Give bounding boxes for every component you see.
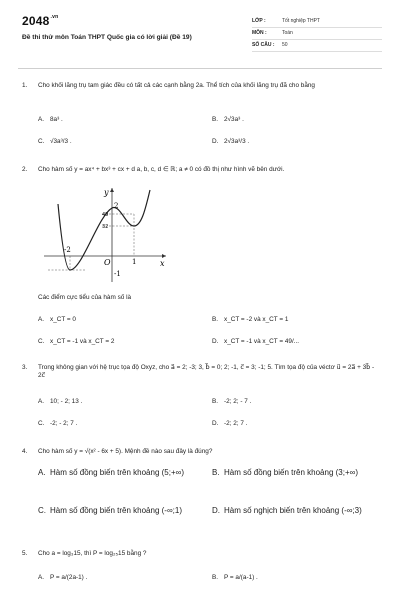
option-d[interactable]: D. Hàm số nghịch biến trên khoảng (-∞;3) — [212, 506, 362, 515]
option-a[interactable]: A. P = a/(2a-1) . — [38, 574, 88, 581]
question-2-prompt: Các điểm cực tiểu của hàm số là — [38, 294, 132, 301]
q2-option-d[interactable]: D. x_CT = -1 và x_CT = 49/... — [212, 338, 300, 345]
option-c[interactable]: C. Hàm số đồng biến trên khoảng (-∞;1) — [38, 506, 182, 515]
option-b[interactable]: B. P = a/(a-1) . — [212, 574, 258, 581]
svg-text:-2: -2 — [64, 246, 71, 254]
option-d[interactable]: D. -2; 2; 7 . — [212, 420, 248, 427]
option-a[interactable]: A. 8a³ . — [38, 116, 63, 123]
meta-row-class: LỚP : Tốt nghiệp THPT — [252, 16, 382, 28]
option-d[interactable]: D. 2√3a³/3 . — [212, 138, 250, 145]
question-text: Cho khối lăng trụ tam giác đều có tất cả các cạnh bằng 2a. Thể tích của khối lăng trụ đã cho bằng — [38, 82, 315, 89]
function-graph — [40, 186, 170, 286]
svg-text:32: 32 — [102, 224, 109, 230]
exam-meta — [252, 16, 382, 52]
svg-text:y: y — [104, 188, 109, 197]
question-text: Cho hàm số y = √(x² - 6x + 5). Mệnh đề nào sau đây là đúng? — [38, 448, 213, 455]
header-divider — [18, 68, 382, 69]
question-number: 1. — [22, 82, 28, 89]
question-text: Cho a = log₃15, thì P = log₂₅15 bằng ? — [38, 550, 147, 557]
svg-text:1: 1 — [132, 258, 137, 266]
option-b[interactable]: B. 2√3a³ . — [212, 116, 244, 123]
q2-option-a[interactable]: A. x_CT = 0 — [38, 316, 76, 323]
site-logo[interactable]: $2048^{.vn}$ — [22, 14, 59, 28]
option-a[interactable]: A. Hàm số đồng biến trên khoảng (5;+∞) — [38, 468, 185, 477]
svg-text:49: 49 — [102, 212, 109, 218]
question-text: Cho hàm số y = ax⁴ + bx³ + cx + d a, b, c, d ∈ ℝ; a ≠ 0 có đồ thị như hình vẽ bên dưới. — [38, 166, 285, 173]
q2-option-c[interactable]: C. x_CT = -1 và x_CT = 2 — [38, 338, 115, 345]
document-header — [22, 14, 382, 56]
meta-row-subject: MÔN : Toán — [252, 28, 382, 40]
svg-text:2: 2 — [114, 202, 119, 210]
option-c[interactable]: C. √3a³/3 . — [38, 138, 72, 145]
q2-option-b[interactable]: B. x_CT = -2 và x_CT = 1 — [212, 316, 289, 323]
option-a[interactable]: A. 10; - 2; 13 . — [38, 398, 83, 405]
svg-text:O: O — [104, 258, 111, 267]
exam-title: Đề thi thử môn Toán THPT Quốc gia có lời giải (Đề 19) — [22, 34, 192, 41]
svg-text:x: x — [160, 259, 165, 268]
option-c[interactable]: C. -2; - 2; 7 . — [38, 420, 78, 427]
option-b[interactable]: B. -2; 2; - 7 . — [212, 398, 252, 405]
question-text: Trong không gian với hệ trục tọa độ Oxyz, cho a⃗ = 2; -3; 3, b⃗ = 0; 2; -1, c⃗ = 3; -1; 5. Tìm tọa độ của véctơ u⃗ = 2a⃗ + 3b⃗ - 2c⃗ — [38, 364, 375, 380]
meta-row-count: SỐ CÂU : 50 — [252, 40, 382, 52]
option-b[interactable]: B. Hàm số đồng biến trên khoảng (3;+∞) — [212, 468, 359, 477]
svg-text:-1: -1 — [114, 270, 121, 278]
